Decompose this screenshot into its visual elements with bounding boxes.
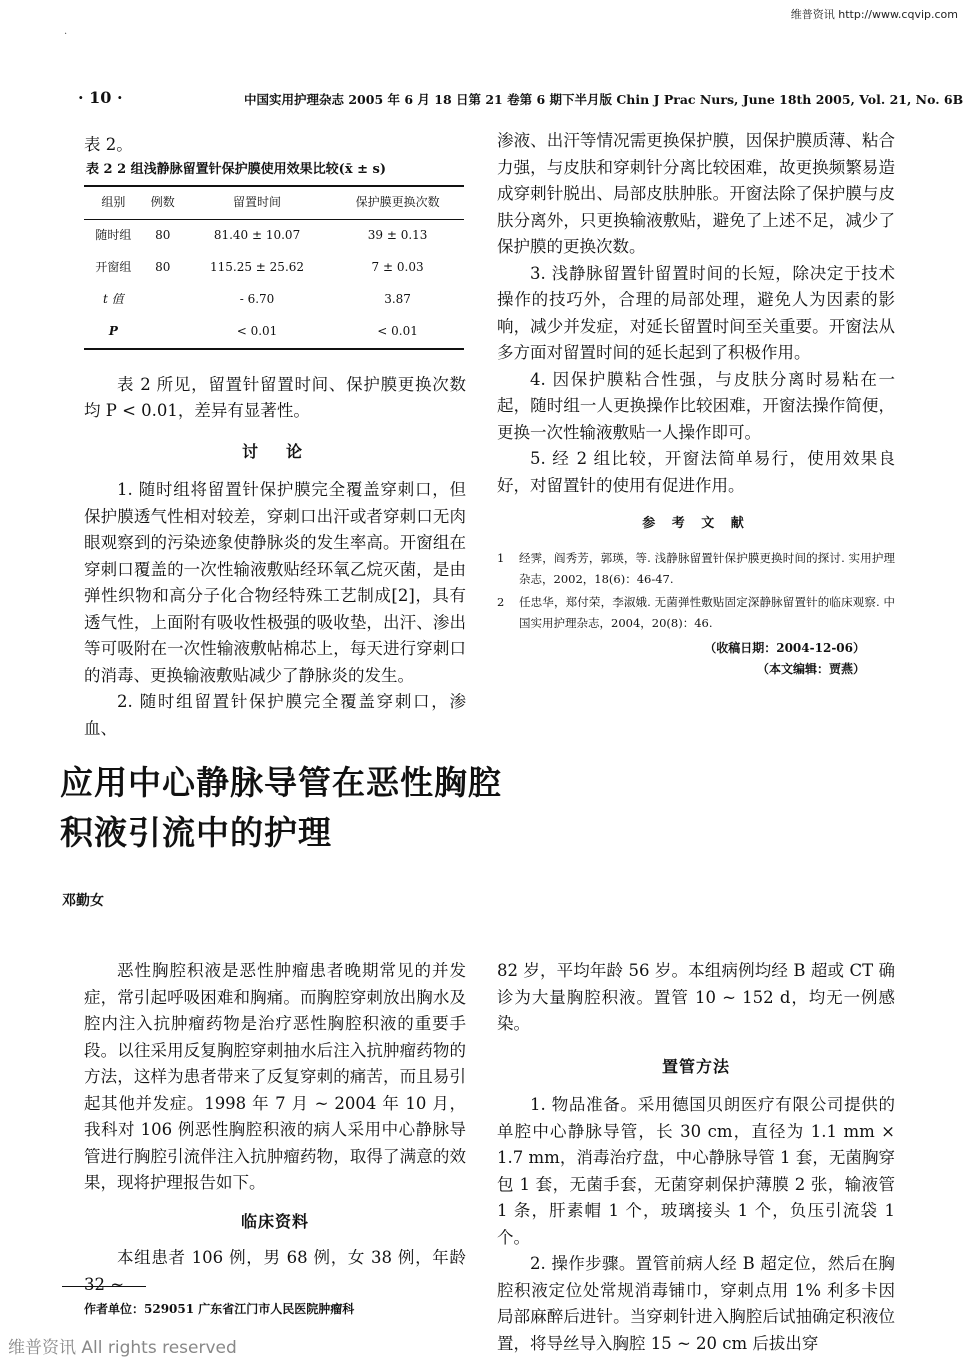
discussion-paragraph-1: 1. 随时组将留置针保护膜完全覆盖穿刺口，但保护膜透气性相对较差，穿刺口出汗或者穿刺口无肉眼观察到的污染迹象使静脉炎的发生率高。开窗组在穿刺口覆盖的一次性输液敷贴经环氧乙烷灭菌，是由弹性织物和高分子化合物经特殊工艺制成[2]，具有透气性，上面附有吸收性极强的吸收垫，出汗、渗出等可吸附在一次性输液敷帖棉芯上，每天进行穿刺口的消毒、更换输液敷贴减少了静脉炎的发生。 bbox=[84, 480, 466, 685]
table-cell bbox=[143, 316, 183, 349]
reference-text: 经霁，阎秀芳，郭瑛，等. 浅静脉留置针保护膜更换时间的探讨. 实用护理杂志，2002，18(6)：46-47. bbox=[519, 550, 895, 586]
left-column-bottom bbox=[84, 958, 466, 1298]
method-paragraph-1: 1. 物品准备。采用德国贝朗医疗有限公司提供的单腔中心静脉导管，长 30 cm，直径为 1.1 mm × 1.7 mm，消毒治疗盘，中心静脉导管 1 套，无菌胸穿包 1 套，无菌手套，无菌穿刺保护薄膜 2 张，输液管 1 条，肝素帽 1 个，玻璃接头 1 个，负压引流袋 1 个。 bbox=[497, 1095, 895, 1247]
right-column-bottom bbox=[497, 958, 895, 1357]
table-cell: 随时组 bbox=[95, 228, 132, 243]
table-cell: 3.87 bbox=[384, 292, 411, 307]
discussion-paragraph-4: 4. 因保护膜粘合性强，与皮肤分离时易粘在一起，随时组一人更换操作比较困难，开窗法操作简便，更换一次性输液敷贴一人操作即可。 bbox=[497, 369, 895, 442]
table-cell: 开窗组 bbox=[95, 260, 132, 275]
article-title-line-2: 积液引流中的护理 bbox=[60, 813, 332, 852]
table-header-cell: 留置时间 bbox=[233, 195, 282, 210]
table-cell: - 6.70 bbox=[239, 292, 275, 307]
references-list bbox=[497, 548, 895, 634]
editor-note: （本文编辑：贾燕） bbox=[756, 661, 865, 676]
left-column-top bbox=[84, 132, 466, 742]
journal-citation: 中国实用护理杂志 2005 年 6 月 18 日第 21 卷第 6 期下半月版 Chin J Prac Nurs, June 18th 2005, Vol. 21, No. 6B bbox=[244, 92, 964, 107]
table-header-row bbox=[84, 186, 464, 220]
table-row bbox=[84, 284, 464, 316]
right-column-top bbox=[497, 128, 895, 680]
clinical-heading: 临床资料 bbox=[240, 1211, 309, 1231]
table-cell: 7 ± 0.03 bbox=[371, 260, 424, 275]
author-affiliation: 作者单位：529051 广东省江门市人民医院肿瘤科 bbox=[84, 1302, 355, 1316]
references-heading: 参 考 文 献 bbox=[642, 516, 750, 531]
clinical-paragraph-cont: 82 岁，平均年龄 56 岁。本组病例均经 B 超或 CT 确诊为大量胸腔积液。置管 10 ~ 152 d，均无一例感染。 bbox=[497, 961, 895, 1033]
method-paragraph-2: 2. 操作步骤。置管前病人经 B 超定位，然后在胸腔积液定位处常规消毒铺巾，穿刺点用 1% 利多卡因局部麻醉后进针。当穿刺针进入胸腔后试抽确定积液位置，将导丝导入胸腔 15 ~ 20 cm 后拔出穿 bbox=[497, 1254, 895, 1353]
method-heading: 置管方法 bbox=[661, 1056, 730, 1076]
article-title bbox=[60, 758, 502, 858]
reference-item bbox=[497, 592, 895, 634]
table-cell: t 值 bbox=[103, 292, 124, 307]
stats-table bbox=[84, 185, 464, 350]
article-author: 邓勤女 bbox=[62, 893, 104, 909]
reference-number: 2 bbox=[497, 594, 505, 609]
page-number: · 10 · bbox=[78, 88, 123, 107]
footnote-rule bbox=[62, 1286, 146, 1287]
table-cell: 80 bbox=[155, 260, 171, 275]
intro-paragraph: 恶性胸腔积液是恶性肿瘤患者晚期常见的并发症，常引起呼吸困难和胸痛。而胸腔穿刺放出胸水及腔内注入抗肿瘤药物是治疗恶性胸腔积液的重要手段。以往采用反复胸腔穿刺抽水后注入抗肿瘤药物的方法，这样为患者带来了反复穿刺的痛苦，而且易引起其他并发症。1998 年 7 月 ~ 2004 年 10 月，我科对 106 例恶性胸腔积液的病人采用中心静脉导管进行胸腔引流伴注入抗肿瘤药物，取得了满意的效果，现将护理报告如下。 bbox=[84, 961, 466, 1192]
discussion-paragraph-3: 3. 浅静脉留置针留置时间的长短，除决定于技术操作的技巧外，合理的局部处理，避免人为因素的影响，减少并发症，对延长留置时间至关重要。开窗法从多方面对留置时间的延长起到了积极作用。 bbox=[497, 263, 895, 362]
reference-text: 任忠华，郑付荣，李淑娥. 无菌弹性敷贴固定深静脉留置针的临床观察. 中国实用护理杂志，2004，20(8)：46. bbox=[519, 594, 895, 630]
article-title-line-1: 应用中心静脉导管在恶性胸腔 bbox=[60, 763, 502, 802]
table-cell: 115.25 ± 25.62 bbox=[210, 260, 305, 275]
stray-mark: . bbox=[64, 26, 68, 37]
table-title: 表 2 2 组浅静脉留置针保护膜使用效果比较(x̄ ± s) bbox=[86, 161, 386, 177]
table-cell: 39 ± 0.13 bbox=[367, 228, 428, 243]
table-header-cell: 组别 bbox=[101, 195, 126, 210]
discussion-heading: 讨 论 bbox=[241, 441, 308, 461]
clinical-paragraph-start: 本组患者 106 例，男 68 例，女 38 例，年龄 32 ~ bbox=[84, 1248, 466, 1294]
discussion-paragraph-5: 5. 经 2 组比较，开窗法简单易行，使用效果良好，对留置针的使用有促进作用。 bbox=[497, 449, 895, 495]
table-summary-paragraph: 表 2 所见，留置针留置时间、保护膜更换次数均 P < 0.01，差异有显著性。 bbox=[84, 374, 466, 420]
table-ref: 表 2。 bbox=[84, 135, 133, 154]
table-row bbox=[84, 252, 464, 284]
watermark-top: 维普资讯 http://www.cqvip.com bbox=[790, 8, 958, 21]
table-header-cell: 例数 bbox=[150, 195, 175, 210]
table-cell: 80 bbox=[155, 228, 171, 243]
table-cell: P bbox=[108, 324, 118, 339]
table-cell: < 0.01 bbox=[377, 324, 418, 339]
reference-number: 1 bbox=[497, 550, 505, 565]
table-row bbox=[84, 316, 464, 349]
table-cell: 81.40 ± 10.07 bbox=[213, 228, 301, 243]
received-date: （收稿日期：2004-12-06） bbox=[704, 640, 865, 655]
discussion-paragraph-2-start: 2. 随时组留置针保护膜完全覆盖穿刺口，渗血、 bbox=[84, 692, 466, 738]
reference-item bbox=[497, 548, 895, 590]
table-cell bbox=[143, 284, 183, 316]
table-cell: < 0.01 bbox=[236, 324, 278, 339]
table-row bbox=[84, 219, 464, 252]
table-header-cell: 保护膜更换次数 bbox=[355, 195, 440, 210]
watermark-bottom: 维普资讯 All rights reserved bbox=[8, 1338, 237, 1358]
discussion-paragraph-2-cont: 渗液、出汗等情况需更换保护膜，因保护膜质薄、粘合力强，与皮肤和穿刺针分离比较困难，故更换频繁易造成穿刺针脱出、局部皮肤肿胀。开窗法除了保护膜与皮肤分离外，只更换输液敷贴，避免了上述不足，减少了保护膜的更换次数。 bbox=[497, 131, 895, 256]
